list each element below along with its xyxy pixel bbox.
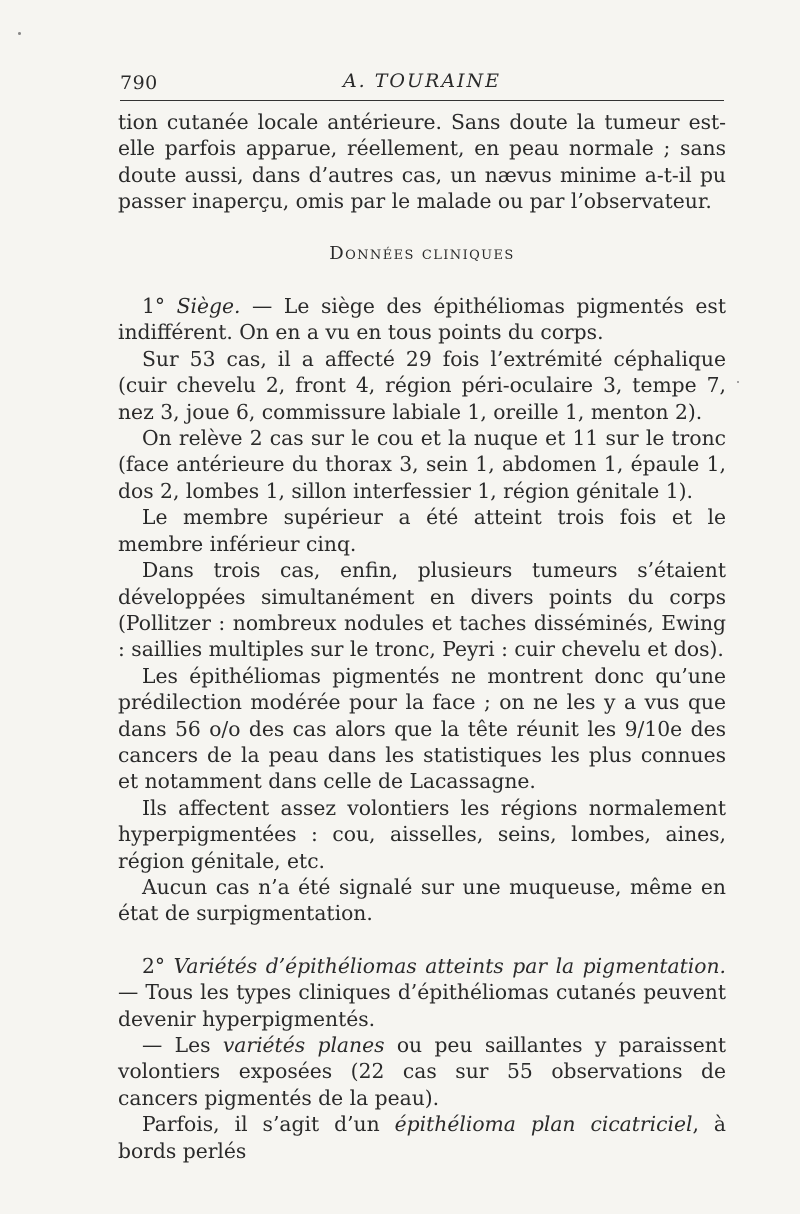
spacer xyxy=(118,927,726,953)
paragraph: On relève 2 cas sur le cou et la nuque et 11 sur le tronc (face antérieure du thorax 3, sein 1, abdomen 1, épaule 1, dos 2, lombes 1, sillon interfessier 1, région génitale 1). xyxy=(118,426,726,503)
paper-speck xyxy=(737,381,739,383)
running-head-author: A. TOURAINE xyxy=(342,70,502,92)
paragraph: Sur 53 cas, il a affecté 29 fois l’extrémité céphalique (cuir chevelu 2, front 4, région péri-oculaire 3, tempe 7, nez 3, joue 6, commissure labiale 1, oreille 1, menton 2). xyxy=(118,346,726,424)
paragraph-siege: 1° Siège. — Le siège des épithéliomas pigmentés est indifférent. On en a vu en tous points du corps. xyxy=(118,294,726,345)
paragraph-varietes: 2° Variétés d’épithéliomas atteints par la pigmentation. — Tous les types cliniques d’épithéliomas cutanés peuvent devenir hyperpigmentés. xyxy=(118,953,727,1031)
paragraph: Aucun cas n’a été signalé sur une muqueuse, même en état de surpigmentation. xyxy=(118,874,726,926)
header-rule xyxy=(120,100,724,101)
item-number: 2° xyxy=(142,953,166,978)
paragraph: Les épithéliomas pigmentés ne montrent donc qu’une prédilection modérée pour la face ; on ne les y a vus que dans 56 o/o des cas alors que la tête réunit les 9/10e des cancers de la peau dans les statistiques les plus connues et notamment dans celle de Lacassagne. xyxy=(118,663,726,794)
section-heading: Données cliniques xyxy=(329,242,515,264)
paragraph: tion cutanée locale antérieure. Sans doute la tumeur est-elle parfois apparue, réellement, en peau normale ; sans doute aussi, dans d’autres cas, un nævus minime a-t-il pu passer inaperçu, omis par le malade ou par l’observateur. xyxy=(118,110,726,214)
item-number: 1° xyxy=(142,294,166,319)
body-text xyxy=(118,109,726,1164)
spacer xyxy=(118,215,726,241)
paragraph: Ils affectent assez volontiers les régions normalement hyperpigmentées : cou, aisselles, seins, lombes, aines, région génitale, etc. xyxy=(118,795,726,873)
spacer xyxy=(118,267,726,293)
paragraph: Le membre supérieur a été atteint trois fois et le membre inférieur cinq. xyxy=(118,505,726,556)
paragraph: — Les variétés planes ou peu saillantes y paraissent volontiers exposées (22 cas sur 55 observations de cancers pigmentés de la peau). xyxy=(118,1033,726,1110)
item-title: Siège. xyxy=(176,294,241,319)
paper-speck xyxy=(18,32,21,35)
item-title: Variétés d’épithéliomas atteints par la pigmentation. xyxy=(173,953,727,978)
paragraph: Parfois, il s’agit d’un épithélioma plan cicatriciel, à bords perlés xyxy=(118,1112,726,1163)
page-number: 790 xyxy=(120,72,158,94)
running-head xyxy=(120,66,724,96)
paragraph: Dans trois cas, enfin, plusieurs tumeurs s’étaient développées simultanément en divers points du corps (Pollitzer : nombreux nodules et taches disséminés, Ewing : saillies multiples sur le tronc, Peyri : cuir chevelu et dos). xyxy=(118,558,726,662)
